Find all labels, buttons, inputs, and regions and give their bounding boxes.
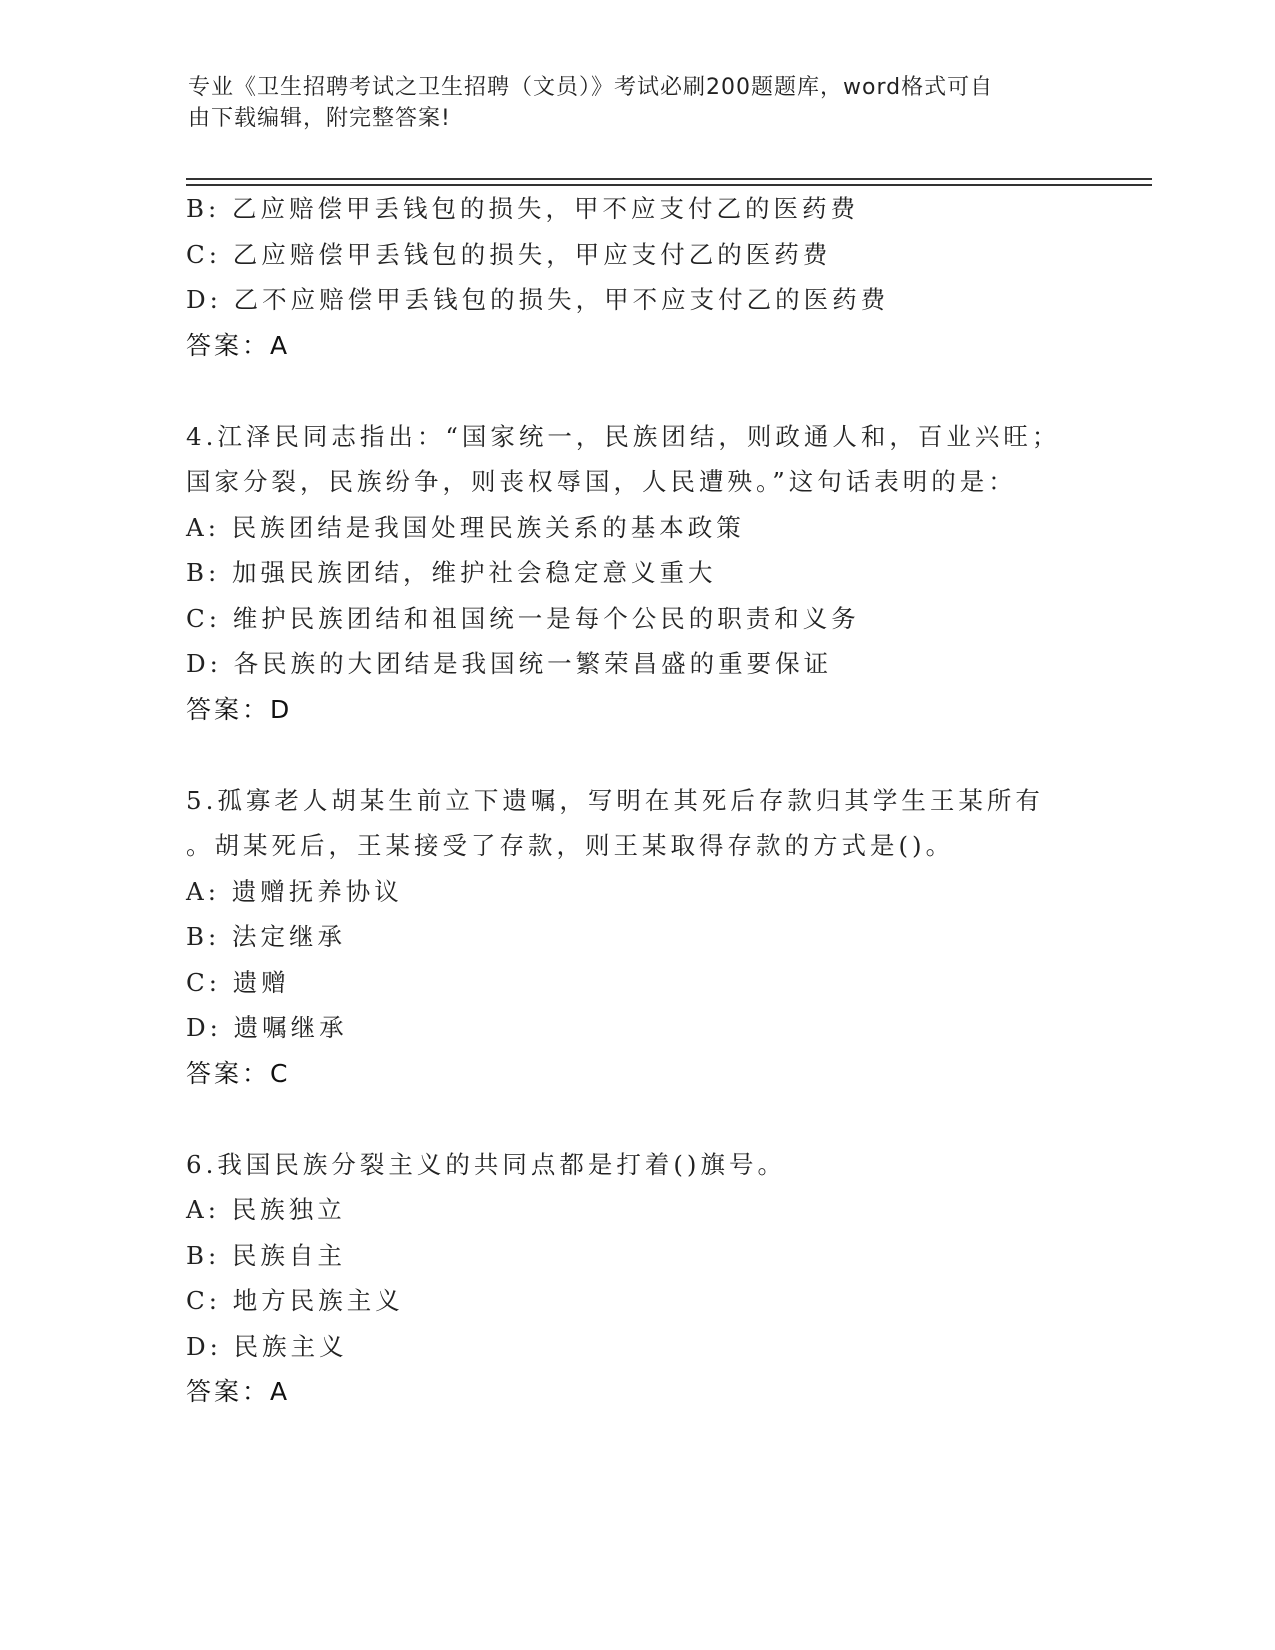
option-c: C: 地方民族主义 bbox=[186, 1286, 404, 1315]
option-b: B: 加强民族团结，维护社会稳定意义重大 bbox=[186, 558, 717, 587]
spacer bbox=[186, 1096, 1186, 1142]
question-list bbox=[186, 186, 1186, 1415]
document-header bbox=[188, 72, 1068, 134]
option-d: D: 乙不应赔偿甲丢钱包的损失，甲不应支付乙的医药费 bbox=[186, 285, 890, 314]
question-stem-line-1: 5.孤寡老人胡某生前立下遗嘱，写明在其死后存款归其学生王某所有 bbox=[186, 785, 1044, 815]
question-4 bbox=[186, 414, 1186, 733]
header-divider-top bbox=[186, 178, 1152, 180]
question-6 bbox=[186, 1142, 1186, 1415]
answer-label: 答案：D bbox=[186, 694, 293, 724]
answer-label: 答案：A bbox=[186, 330, 291, 360]
question-5 bbox=[186, 778, 1186, 1097]
header-title-line-2: 由下载编辑，附完整答案! bbox=[188, 106, 451, 131]
answer-label: 答案：A bbox=[186, 1377, 291, 1406]
option-c: C: 遗赠 bbox=[186, 967, 290, 997]
question-stem-line-1: 6.我国民族分裂主义的共同点都是打着()旗号。 bbox=[186, 1149, 786, 1179]
option-c: C: 维护民族团结和祖国统一是每个公民的职责和义务 bbox=[186, 603, 860, 633]
question-stem-line-2: 国家分裂，民族纷争，则丧权辱国，人民遭殃。”这句话表明的是： bbox=[186, 467, 1017, 496]
option-a: A: 民族团结是我国处理民族关系的基本政策 bbox=[186, 512, 745, 542]
option-b: B: 乙应赔偿甲丢钱包的损失，甲不应支付乙的医药费 bbox=[186, 194, 860, 223]
option-a: A: 遗赠抚养协议 bbox=[186, 876, 403, 906]
option-d: D: 遗嘱继承 bbox=[186, 1013, 348, 1042]
option-d: D: 各民族的大团结是我国统一繁荣昌盛的重要保证 bbox=[186, 649, 833, 678]
header-title-line-1: 专业《卫生招聘考试之卫生招聘（文员）》考试必刷200题题库，word格式可自 bbox=[188, 75, 994, 100]
spacer bbox=[186, 368, 1186, 414]
option-c: C: 乙应赔偿甲丢钱包的损失，甲应支付乙的医药费 bbox=[186, 239, 832, 269]
question-3 bbox=[186, 186, 1186, 368]
question-stem-line-1: 4.江泽民同志指出：“国家统一，民族团结，则政通人和，百业兴旺； bbox=[186, 421, 1061, 451]
option-d: D: 民族主义 bbox=[186, 1331, 348, 1361]
question-stem-line-2: 。胡某死后，王某接受了存款，则王某取得存款的方式是()。 bbox=[186, 831, 955, 860]
option-b: B: 民族自主 bbox=[186, 1240, 347, 1270]
spacer bbox=[186, 732, 1186, 778]
option-a: A: 民族独立 bbox=[186, 1195, 346, 1224]
option-b: B: 法定继承 bbox=[186, 922, 347, 951]
answer-label: 答案：C bbox=[186, 1058, 291, 1088]
